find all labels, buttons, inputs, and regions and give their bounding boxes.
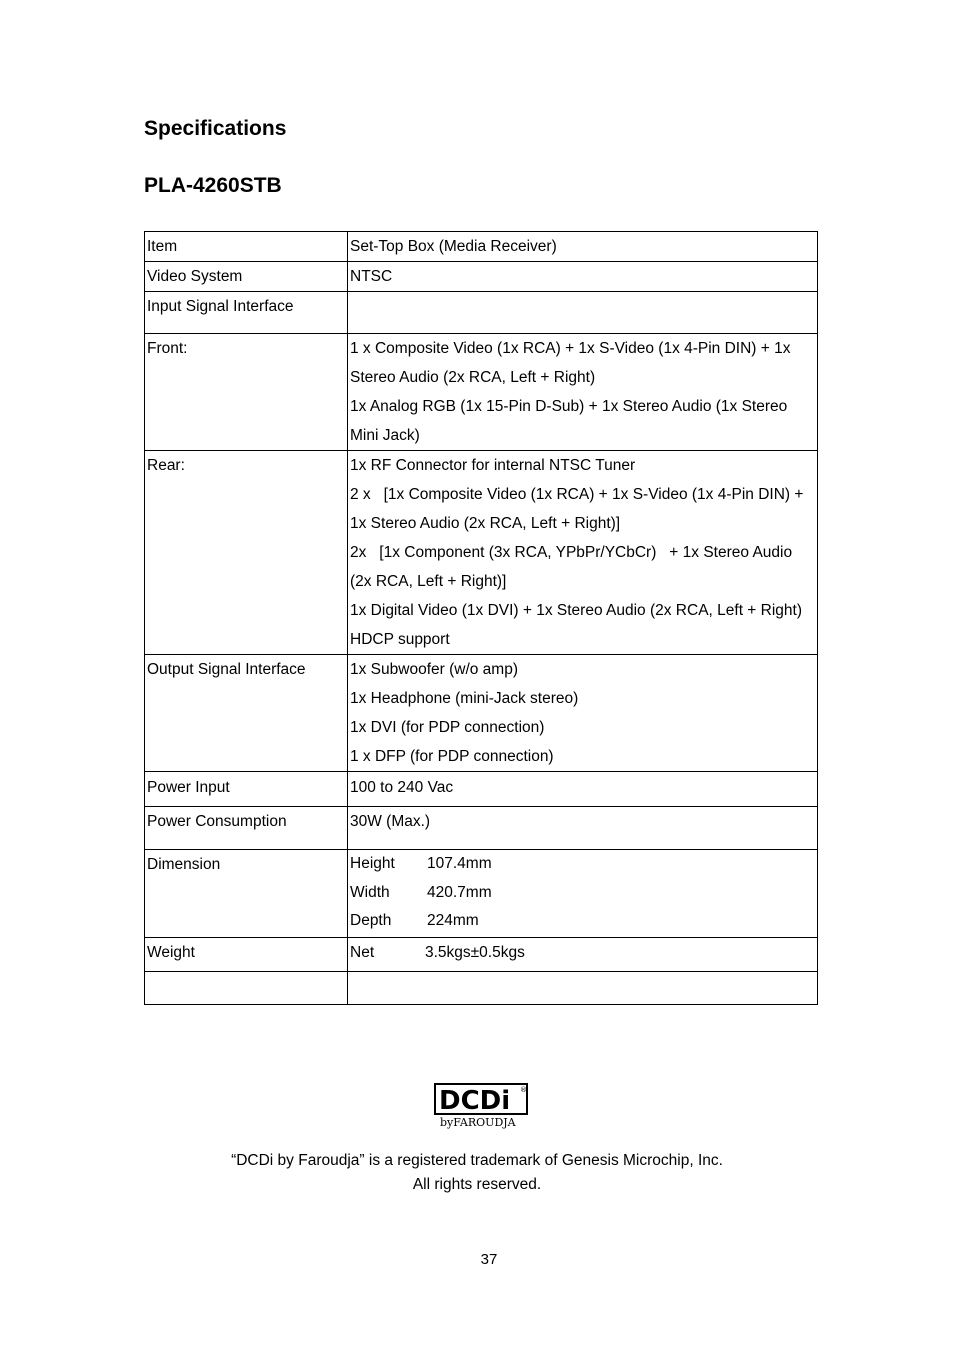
dimension-name: Depth (350, 912, 392, 929)
registered-mark: ® (520, 1086, 527, 1094)
table-row-front (145, 334, 818, 451)
list-item: (2x RCA, Left + Right)] (350, 573, 507, 590)
cell-empty (348, 972, 818, 1005)
table-row-weight (145, 938, 818, 972)
cell-value: 30W (Max.) (348, 807, 818, 850)
cell-value-list (348, 850, 818, 938)
dimension-value: 107.4mm (427, 855, 492, 872)
rights-line: All rights reserved. (412, 1176, 542, 1193)
logo-wordmark: DCDi (439, 1086, 511, 1116)
cell-value-empty (348, 292, 818, 334)
dimension-name: Height (350, 855, 395, 872)
cell-value (348, 938, 818, 972)
logo-byline: byFAROUDJA (440, 1116, 516, 1129)
cell-label: Item (145, 232, 348, 262)
trademark-line: “DCDi by Faroudja” is a registered trademark of Genesis Microchip, Inc. (231, 1152, 723, 1169)
list-item: 1x DVI (for PDP connection) (350, 719, 545, 736)
dimension-depth (350, 907, 817, 936)
table-row-video-system (145, 262, 818, 292)
table-row-rear (145, 451, 818, 655)
list-item: 2 x [1x Composite Video (1x RCA) + 1x S-Video (1x 4-Pin DIN) + (350, 486, 804, 503)
dimension-name: Width (350, 883, 390, 901)
cell-label: Power Input (145, 772, 348, 807)
specifications-table (144, 231, 818, 1005)
list-item: 1x Digital Video (1x DVI) + 1x Stereo Audio (2x RCA, Left + Right) (350, 602, 803, 619)
cell-label: Front: (145, 334, 348, 451)
trademark-notice (0, 1149, 954, 1197)
dimension-value: 420.7mm (427, 883, 492, 901)
list-item: 1 x DFP (for PDP connection) (350, 748, 554, 765)
dimension-value: 224mm (427, 912, 479, 929)
list-item: 2x [1x Component (3x RCA, YPbPr/YCbCr) + 1x Stereo Audio (350, 544, 793, 561)
cell-value: 100 to 240 Vac (348, 772, 818, 807)
list-item: 1x Headphone (mini-Jack stereo) (350, 690, 579, 707)
page-number: 37 (480, 1251, 498, 1268)
table-row-output-signal (145, 655, 818, 772)
list-item: 1x Stereo Audio (2x RCA, Left + Right)] (350, 515, 621, 532)
cell-label: Dimension (145, 850, 348, 938)
table-row-input-signal (145, 292, 818, 334)
model-title: PLA-4260STB (144, 174, 282, 197)
list-item: Stereo Audio (2x RCA, Left + Right) (350, 369, 596, 386)
page-heading: Specifications (144, 117, 287, 140)
table-row-power-consumption (145, 807, 818, 850)
cell-label: Output Signal Interface (145, 655, 348, 772)
dimension-height (350, 850, 817, 879)
table-row-dimension (145, 850, 818, 938)
weight-name: Net (350, 944, 375, 961)
list-item: Mini Jack) (350, 427, 420, 444)
cell-label: Rear: (145, 451, 348, 655)
list-item: HDCP support (350, 631, 450, 648)
cell-label: Weight (145, 938, 348, 972)
cell-label: Input Signal Interface (145, 292, 348, 334)
cell-value: Set-Top Box (Media Receiver) (348, 232, 818, 262)
cell-value-list (348, 655, 818, 772)
dimension-width (350, 879, 817, 908)
weight-value: 3.5kgs±0.5kgs (425, 944, 525, 961)
dcdi-logo (434, 1083, 528, 1129)
table-row-power-input (145, 772, 818, 807)
cell-label: Power Consumption (145, 807, 348, 850)
list-item: 1x Subwoofer (w/o amp) (350, 661, 518, 678)
cell-label: Video System (145, 262, 348, 292)
list-item: 1 x Composite Video (1x RCA) + 1x S-Video (1x 4-Pin DIN) + 1x (350, 340, 791, 357)
cell-value-list (348, 451, 818, 655)
cell-value-list (348, 334, 818, 451)
cell-value: NTSC (348, 262, 818, 292)
list-item: 1x Analog RGB (1x 15-Pin D-Sub) + 1x Stereo Audio (1x Stereo (350, 398, 788, 415)
table-row-item (145, 232, 818, 262)
list-item: 1x RF Connector for internal NTSC Tuner (350, 457, 636, 474)
cell-empty (145, 972, 348, 1005)
table-row-empty (145, 972, 818, 1005)
